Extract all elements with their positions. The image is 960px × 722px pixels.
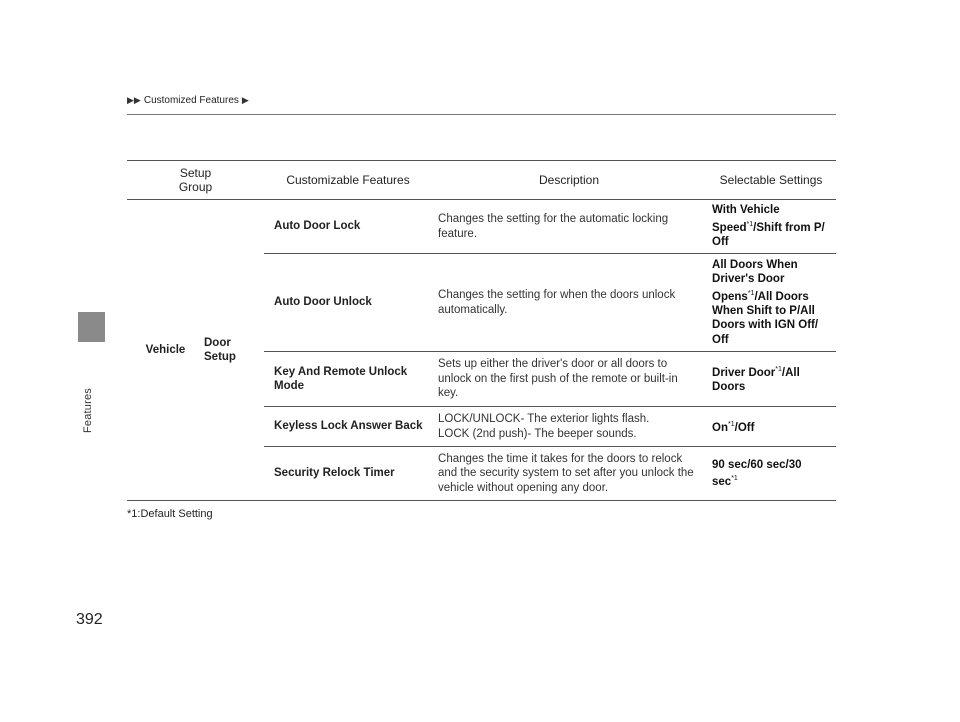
- arrow-right-icon: ▶: [241, 95, 249, 105]
- breadcrumb-title: Customized Features: [143, 95, 239, 106]
- setting-others: /All Doors: [712, 366, 800, 394]
- setting-default: 90 sec/60 sec/30 sec: [712, 458, 802, 488]
- feature-name: Keyless Lock Answer Back: [264, 407, 432, 447]
- setting-others: /Off: [734, 421, 755, 434]
- group-door-setup: Door Setup: [204, 200, 264, 501]
- footnote-marker: *1: [747, 289, 755, 297]
- setting-default: With Vehicle Speed: [712, 204, 780, 234]
- footnote: *1:Default Setting: [127, 508, 213, 520]
- feature-description: Changes the setting for when the doors unlock automatically.: [432, 254, 706, 352]
- feature-name: Key And Remote Unlock Mode: [264, 352, 432, 407]
- footnote-marker: *1: [775, 366, 782, 374]
- customized-features-table: [127, 160, 836, 501]
- feature-settings: [706, 407, 836, 447]
- breadcrumb[interactable]: [127, 95, 249, 106]
- feature-description: Changes the setting for the automatic locking feature.: [432, 200, 706, 254]
- feature-description: LOCK/UNLOCK- The exterior lights flash. LOCK (2nd push)- The beeper sounds.: [432, 407, 706, 447]
- feature-settings: [706, 352, 836, 407]
- setting-default: On: [712, 421, 728, 434]
- feature-settings: [706, 254, 836, 352]
- footnote-marker: *1: [731, 475, 738, 483]
- feature-name: Auto Door Unlock: [264, 254, 432, 352]
- page-number: 392: [76, 611, 103, 628]
- header-selectable-settings: Selectable Settings: [706, 161, 836, 200]
- table-row: [127, 200, 836, 254]
- feature-name: Auto Door Lock: [264, 200, 432, 254]
- group-vehicle: Vehicle: [127, 200, 204, 501]
- feature-settings: [706, 447, 836, 501]
- section-tab-marker: [78, 312, 105, 342]
- feature-settings: [706, 200, 836, 254]
- setting-others: /Shift from P/ Off: [712, 221, 825, 249]
- setting-others: /All Doors When Shift to P/All Doors with IGN Off/ Off: [712, 290, 819, 346]
- header-description: Description: [432, 161, 706, 200]
- header-customizable-features: Customizable Features: [264, 161, 432, 200]
- setting-default: Driver Door: [712, 366, 776, 379]
- header-divider: [127, 114, 836, 115]
- section-label: Features: [82, 388, 94, 434]
- table-header-row: [127, 161, 836, 200]
- feature-description: Sets up either the driver's door or all doors to unlock on the first push of the remote or built-in key.: [432, 352, 706, 407]
- setting-default: All Doors When Driver's Door Opens: [712, 258, 798, 303]
- arrow-right-icon: ▶▶: [127, 95, 141, 105]
- header-setup-group: Setup Group: [127, 161, 264, 200]
- footnote-marker: *1: [728, 420, 735, 428]
- footnote-marker: *1: [746, 220, 754, 228]
- feature-description: Changes the time it takes for the doors to relock and the security system to set after you unlock the vehicle without opening any door.: [432, 447, 706, 501]
- feature-name: Security Relock Timer: [264, 447, 432, 501]
